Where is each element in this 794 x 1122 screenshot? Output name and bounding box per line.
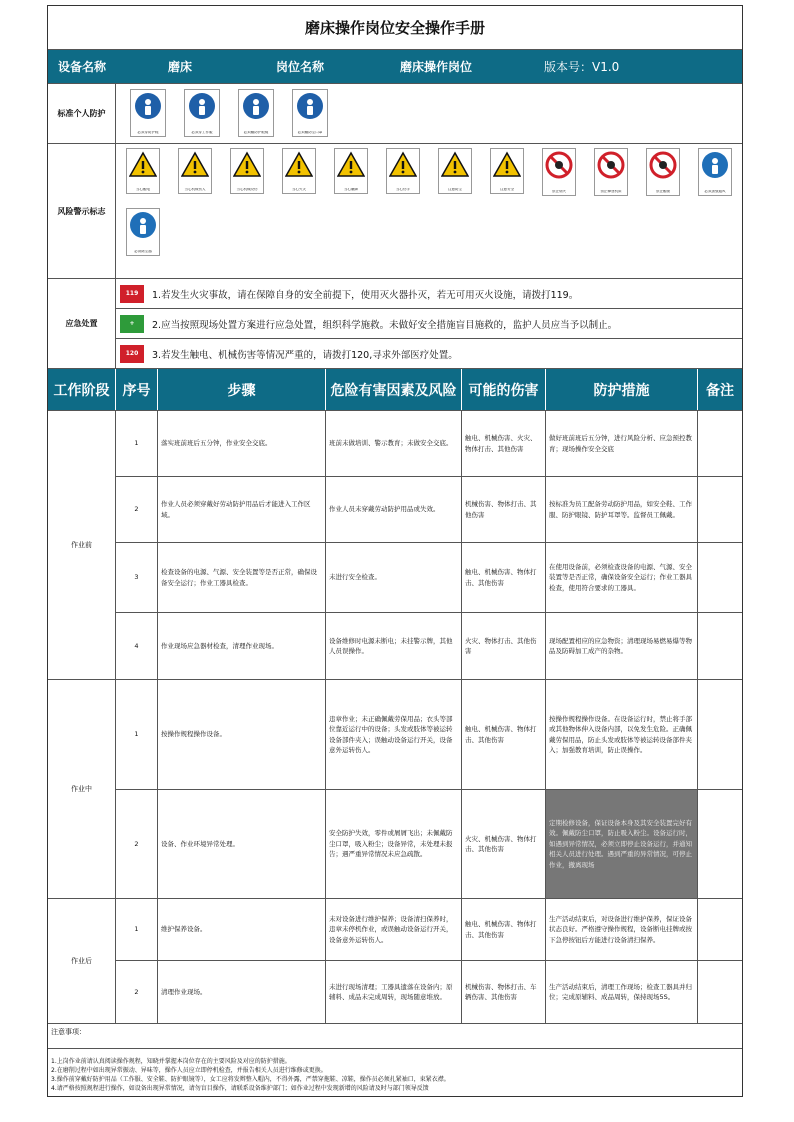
measure-text: 做好班前班后五分钟，进行风险分析、应急预控教育；现场操作安全交底: [546, 411, 698, 476]
notes-section: [48, 1024, 742, 1096]
table-row: [116, 680, 742, 790]
risk-icons: [116, 144, 742, 278]
fire-119-icon: 119: [120, 285, 144, 303]
hazard-text: 未进行安全检查。: [326, 543, 462, 612]
safety-boots-icon: [134, 92, 162, 120]
ppe-icons: [116, 84, 742, 143]
notes-heading: 注意事项：: [48, 1024, 742, 1049]
harm-text: 触电、机械伤害、火灾、物体打击、其他伤害: [462, 411, 546, 476]
prohibition-sign: [542, 148, 576, 196]
stage-group: [48, 680, 742, 899]
measure-text: 生产活动结束后，清理工作现场；检查工器具并归位；完成原辅料、成品周转，保持现场5S。: [546, 961, 698, 1023]
harm-text: 火灾、物体打击、其他伤害: [462, 613, 546, 679]
info-header: [48, 50, 742, 84]
emergency-items: [116, 279, 742, 368]
col-step: 步骤: [158, 369, 326, 410]
emergency-label: 应急处置: [48, 279, 116, 368]
prohibition-sign: [698, 148, 732, 196]
note-item: 2.在磨削过程中如出现异常振动、异味等，操作人员应立即停机检查，并报告相关人员进行维修或更换。: [51, 1066, 327, 1074]
table-row: [116, 899, 742, 961]
measure-text: 生产活动结束后，对设备进行维护保养，保证设备状态良好。严格遵守操作规程，设备断电挂牌或按下急停按钮后方能进行设备清扫保养。: [546, 899, 698, 960]
step-number: 1: [116, 899, 158, 960]
warning-caption: 注意防尘: [448, 187, 462, 191]
equip-value: 磨床: [168, 60, 193, 74]
step-text: 落实班前班后五分钟，作业安全交底。: [158, 411, 326, 476]
harm-text: 机械伤害、物体打击、车辆伤害、其他伤害: [462, 961, 546, 1023]
hazard-text: 未对设备进行维护保养；设备清扫保养时，违章未停机作业，或误触动设备运行开关，设备意外运转伤人。: [326, 899, 462, 960]
emergency-item: [116, 309, 742, 339]
ambulance-120-icon: 120: [120, 345, 144, 363]
emergency-text: 3.若发生触电、机械伤害等情况严重的，请拨打120,寻求外部医疗处置。: [152, 349, 458, 361]
step-number: 2: [116, 961, 158, 1023]
harm-text: 触电、机械伤害、物体打击、其他伤害: [462, 680, 546, 789]
note-cell: [698, 899, 742, 960]
table-row: [116, 961, 742, 1023]
note-cell: [698, 680, 742, 789]
warning-caption: 当心触电: [136, 187, 150, 191]
note-cell: [698, 543, 742, 612]
prohibition-caption: 必须加强通风: [704, 189, 726, 193]
ppe-sign: [238, 89, 274, 137]
dust-removal-icon: [129, 211, 157, 239]
ppe-caption: 必须戴防尘口罩: [297, 130, 323, 134]
note-cell: [698, 790, 742, 898]
emergency-row: [48, 279, 742, 369]
prohibition-caption: 禁止触摸: [656, 189, 670, 193]
emergency-item: [116, 279, 742, 309]
harm-text: 机械伤害、物体打击、其他伤害: [462, 477, 546, 542]
entanglement-icon: [233, 151, 261, 179]
first-aid-icon: +: [120, 315, 144, 333]
warning-caption: 当心机械伤人: [184, 187, 206, 191]
stage-group: [48, 899, 742, 1024]
warning-sign: [438, 148, 472, 194]
warning-caption: 当心机械绞伤: [236, 187, 258, 191]
version-label: 版本号：V1.0: [544, 60, 620, 74]
page-title: 磨床操作岗位安全操作手册: [48, 6, 742, 50]
no-touch-machine-icon: [597, 151, 625, 179]
dust-icon: [441, 151, 469, 179]
equip-label: 设备名称: [57, 60, 106, 74]
note-item: 4.请严格按照规程进行操作，如设备出现异常情况，请勿盲目操作，请联系设备维护部门；如作业过程中发现新增的风险请及时与部门领导反馈: [51, 1084, 429, 1092]
stage-steps: [116, 411, 742, 679]
stage-steps: [116, 899, 742, 1023]
measure-text: 按操作规程操作设备。在设备运行时，禁止将手部或其他物体伸入设备内部，以免发生危险。正确佩戴劳保用品，防止头发或肢体等被运转设备部件夹入；加强教育培训，防止误操作。: [546, 680, 698, 789]
step-number: 1: [116, 680, 158, 789]
table-header: [48, 369, 742, 411]
prohibition-sign: [126, 208, 160, 256]
table-row: [116, 411, 742, 477]
ppe-caption: 必须穿工作服: [191, 130, 213, 134]
step-text: 按操作规程操作设备。: [158, 680, 326, 789]
step-text: 设备、作业环境异常处理。: [158, 790, 326, 898]
hazard-text: 违章作业；未正确佩戴劳保用品；衣头等部位靠近运行中的设备；头发或肢体等被运转设备部件夹入；误触动设备运行开关，设备意外运转伤人。: [326, 680, 462, 789]
table-row: [116, 477, 742, 543]
warning-sign: [126, 148, 160, 194]
post-value: 磨床操作岗位: [400, 60, 473, 74]
col-hazard: 危险有害因素及风险: [326, 369, 462, 410]
electric-shock-icon: [129, 151, 157, 179]
hazard-text: 设备维修时电源未断电；未挂警示牌，其他人员误操作。: [326, 613, 462, 679]
stage-label: 作业后: [48, 899, 116, 1023]
measure-text: 现场配置相应的应急物资；清理现场易燃易爆等物品及防碍加工成产的杂物。: [546, 613, 698, 679]
note-cell: [698, 477, 742, 542]
hazard-text: 班前未做培训、警示教育；未做安全交底。: [326, 411, 462, 476]
post-label: 岗位名称: [276, 60, 325, 74]
note-item: 3.操作前穿戴好防护用品（工作服、安全鞋、防护眼镜等），女工应将发辫整入帽内，不得外露，严禁穿拖鞋、凉鞋，操作员必须扎紧袖口，束紧衣襟。: [51, 1075, 450, 1083]
col-stage: 工作阶段: [48, 369, 116, 410]
hand-injury-icon: [389, 151, 417, 179]
note-item: 1.上岗作业前请认真阅读操作规程，知晓并掌握本岗位存在的主要风险及对应的防护措施。: [51, 1057, 291, 1065]
ppe-row: [48, 84, 742, 144]
measure-text: 在使用设备前，必须检查设备的电源、气源、安全装置等是否正常，确保设备安全运行；作业工器具检查，使用符合要求的工器具。: [546, 543, 698, 612]
table-body: [48, 411, 742, 1024]
prohibition-caption: 禁止攀登机床: [600, 189, 622, 193]
table-row: [116, 790, 742, 898]
safety-manual-sheet: [47, 5, 743, 1097]
foot-injury-icon: [337, 151, 365, 179]
stage-label: 作业中: [48, 680, 116, 898]
warning-sign: [178, 148, 212, 194]
warning-sign: [490, 148, 524, 194]
harm-text: 触电、机械伤害、物体打击、其他伤害: [462, 899, 546, 960]
risk-label: 风险警示标志: [48, 144, 116, 278]
step-text: 作业人员必须穿戴好劳动防护用品后才能进入工作区域。: [158, 477, 326, 542]
col-note: 备注: [706, 382, 734, 399]
warning-sign: [230, 148, 264, 194]
exclamation-icon: [493, 151, 521, 179]
col-no: 序号: [116, 369, 158, 410]
step-number: 2: [116, 790, 158, 898]
ppe-sign: [184, 89, 220, 137]
mechanical-injury-icon: [181, 151, 209, 179]
warning-sign: [334, 148, 368, 194]
step-text: 维护保养设备。: [158, 899, 326, 960]
note-cell: [698, 411, 742, 476]
hazard-text: 安全防护失效，零件或屑屑飞出；未佩戴防尘口罩，吸入粉尘；设备异常，未处理未报告；遇严重异常情况未应急疏散。: [326, 790, 462, 898]
warning-caption: 当心火灾: [292, 187, 306, 191]
ppe-sign: [130, 89, 166, 137]
warning-caption: 注意安全: [500, 187, 514, 191]
step-number: 3: [116, 543, 158, 612]
warning-caption: 当心伤手: [396, 187, 410, 191]
measure-text: 按标准为员工配备劳动防护用品，如安全鞋、工作服、防护眼镜、防护耳罩等。监督员工佩戴。: [546, 477, 698, 542]
step-text: 清理作业现场。: [158, 961, 326, 1023]
measure-text: 定期检修设备，保证设备本身及其安全装置完好有效。佩戴防尘口罩，防止吸入粉尘。设备运行时，如遇到异常情况，必须立即停止设备运行，并通知相关人员进行处理。遇到严重的异常情况，可停止作业，撤离现场: [546, 790, 698, 898]
warning-sign: [386, 148, 420, 194]
col-measure: 防护措施: [546, 369, 698, 410]
harm-text: 触电、机械伤害、物体打击、其他伤害: [462, 543, 546, 612]
warning-caption: 当心砸脚: [344, 187, 358, 191]
emergency-text: 1.若发生火灾事故，请在保障自身的安全前提下，使用灭火器扑灭，若无可用灭火设施，请拨打119。: [152, 289, 579, 301]
table-row: [116, 543, 742, 613]
prohibition-caption: 必须除尘器: [134, 249, 152, 253]
stage-label: 作业前: [48, 411, 116, 679]
goggles-icon: [242, 92, 270, 120]
table-row: [116, 613, 742, 679]
step-number: 2: [116, 477, 158, 542]
emergency-text: 2.应当按照现场处置方案进行应急处置，组织科学施救。未做好安全措施盲目施救的，监护人员应当予以制止。: [152, 319, 618, 331]
work-clothes-icon: [188, 92, 216, 120]
ventilation-icon: [701, 151, 729, 179]
warning-sign: [282, 148, 316, 194]
risk-row: [48, 144, 742, 279]
ppe-caption: 必须穿防护鞋: [137, 130, 159, 134]
hazard-text: 作业人员未穿戴劳动防护用品或失效。: [326, 477, 462, 542]
no-touch-icon: [649, 151, 677, 179]
step-number: 1: [116, 411, 158, 476]
note-cell: [698, 961, 742, 1023]
hazard-text: 未进行现场清理；工器具遗落在设备内；原辅料、成品未完成周转，现场随意堆放。: [326, 961, 462, 1023]
stage-steps: [116, 680, 742, 898]
ppe-caption: 必须戴防护眼镜: [243, 130, 269, 134]
fire-icon: [285, 151, 313, 179]
prohibition-sign: [646, 148, 680, 196]
no-fire-icon: [545, 151, 573, 179]
harm-text: 火灾、机械伤害、物体打击、其他伤害: [462, 790, 546, 898]
col-harm: 可能的伤害: [462, 369, 546, 410]
stage-group: [48, 411, 742, 680]
step-number: 4: [116, 613, 158, 679]
prohibition-caption: 禁止烟火: [552, 189, 566, 193]
note-cell: [698, 613, 742, 679]
step-text: 作业现场应急器材检查，清理作业现场。: [158, 613, 326, 679]
prohibition-sign: [594, 148, 628, 196]
notes-list: [51, 1057, 739, 1093]
ppe-sign: [292, 89, 328, 137]
emergency-item: [116, 339, 742, 368]
dust-mask-icon: [296, 92, 324, 120]
ppe-label: 标准个人防护: [48, 84, 116, 143]
step-text: 检查设备的电源、气源、安全装置等是否正常，确保设备安全运行；作业工器具检查。: [158, 543, 326, 612]
